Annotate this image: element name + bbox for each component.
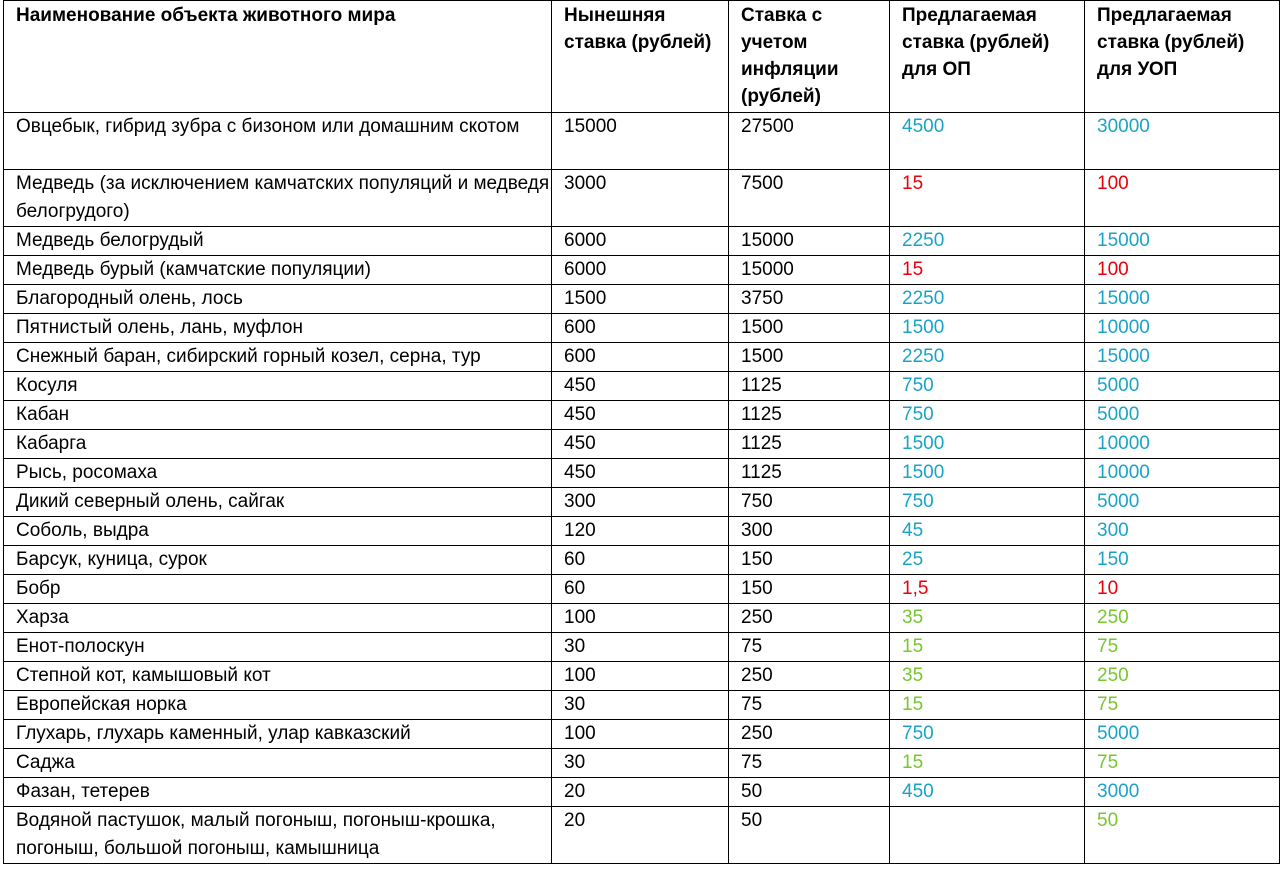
cell-proposed-op: 15: [890, 170, 1085, 227]
cell-current-rate: 30: [552, 749, 729, 778]
table-row: [4, 113, 1280, 170]
cell-object-name: Снежный баран, сибирский горный козел, серна, тур: [4, 343, 552, 372]
cell-current-rate: 600: [552, 343, 729, 372]
cell-object-name: Кабан: [4, 401, 552, 430]
table-row: [4, 546, 1280, 575]
header-proposed-uop: Предлагаемая ставка (рублей) для УОП: [1085, 1, 1280, 113]
cell-proposed-op: 15: [890, 256, 1085, 285]
cell-proposed-op: 2250: [890, 285, 1085, 314]
cell-object-name: Медведь бурый (камчатские популяции): [4, 256, 552, 285]
cell-proposed-op: 15: [890, 749, 1085, 778]
cell-proposed-uop: 150: [1085, 546, 1280, 575]
cell-proposed-uop: 5000: [1085, 488, 1280, 517]
cell-object-name: Енот-полоскун: [4, 633, 552, 662]
table-row: [4, 517, 1280, 546]
cell-inflation-rate: 250: [729, 604, 890, 633]
cell-current-rate: 450: [552, 430, 729, 459]
cell-proposed-op: [890, 807, 1085, 864]
header-current-rate: Нынешняя ставка (рублей): [552, 1, 729, 113]
cell-current-rate: 300: [552, 488, 729, 517]
cell-inflation-rate: 75: [729, 691, 890, 720]
table-row: [4, 720, 1280, 749]
table-row: [4, 749, 1280, 778]
cell-proposed-uop: 5000: [1085, 720, 1280, 749]
cell-current-rate: 6000: [552, 256, 729, 285]
cell-inflation-rate: 1500: [729, 343, 890, 372]
cell-object-name: Бобр: [4, 575, 552, 604]
cell-object-name: Пятнистый олень, лань, муфлон: [4, 314, 552, 343]
cell-current-rate: 1500: [552, 285, 729, 314]
cell-proposed-uop: 75: [1085, 749, 1280, 778]
cell-proposed-op: 35: [890, 662, 1085, 691]
cell-current-rate: 20: [552, 807, 729, 864]
cell-inflation-rate: 1125: [729, 430, 890, 459]
cell-inflation-rate: 75: [729, 749, 890, 778]
cell-proposed-op: 450: [890, 778, 1085, 807]
table-row: [4, 314, 1280, 343]
table-row: [4, 604, 1280, 633]
table-row: [4, 691, 1280, 720]
cell-proposed-uop: 5000: [1085, 372, 1280, 401]
cell-proposed-op: 750: [890, 372, 1085, 401]
cell-inflation-rate: 1125: [729, 372, 890, 401]
cell-proposed-uop: 100: [1085, 170, 1280, 227]
cell-object-name: Овцебык, гибрид зубра с бизоном или домашним скотом: [4, 113, 552, 170]
cell-inflation-rate: 15000: [729, 256, 890, 285]
cell-object-name: Дикий северный олень, сайгак: [4, 488, 552, 517]
cell-proposed-op: 4500: [890, 113, 1085, 170]
cell-object-name: Медведь белогрудый: [4, 227, 552, 256]
rates-table: [3, 0, 1280, 864]
table-row: [4, 575, 1280, 604]
cell-current-rate: 450: [552, 459, 729, 488]
table-row: [4, 430, 1280, 459]
cell-inflation-rate: 50: [729, 778, 890, 807]
cell-proposed-uop: 10000: [1085, 314, 1280, 343]
header-proposed-op: Предлагаемая ставка (рублей) для ОП: [890, 1, 1085, 113]
cell-object-name: Европейская норка: [4, 691, 552, 720]
cell-inflation-rate: 250: [729, 662, 890, 691]
header-inflation-rate: Ставка с учетом инфляции (рублей): [729, 1, 890, 113]
cell-inflation-rate: 1125: [729, 459, 890, 488]
cell-object-name: Соболь, выдра: [4, 517, 552, 546]
cell-current-rate: 60: [552, 575, 729, 604]
cell-inflation-rate: 7500: [729, 170, 890, 227]
table-row: [4, 285, 1280, 314]
cell-current-rate: 120: [552, 517, 729, 546]
cell-proposed-uop: 5000: [1085, 401, 1280, 430]
table-row: [4, 372, 1280, 401]
cell-proposed-op: 35: [890, 604, 1085, 633]
cell-inflation-rate: 50: [729, 807, 890, 864]
cell-inflation-rate: 1500: [729, 314, 890, 343]
cell-object-name: Косуля: [4, 372, 552, 401]
cell-proposed-op: 1,5: [890, 575, 1085, 604]
cell-object-name: Саджа: [4, 749, 552, 778]
cell-object-name: Водяной пастушок, малый погоныш, погоныш-крошка, погоныш, большой погоныш, камышница: [4, 807, 552, 864]
cell-proposed-uop: 250: [1085, 604, 1280, 633]
cell-proposed-op: 750: [890, 720, 1085, 749]
cell-proposed-op: 45: [890, 517, 1085, 546]
table-row: [4, 459, 1280, 488]
cell-inflation-rate: 1125: [729, 401, 890, 430]
cell-current-rate: 100: [552, 604, 729, 633]
cell-proposed-op: 1500: [890, 314, 1085, 343]
cell-inflation-rate: 15000: [729, 227, 890, 256]
cell-proposed-op: 25: [890, 546, 1085, 575]
table-row: [4, 343, 1280, 372]
cell-proposed-uop: 15000: [1085, 227, 1280, 256]
table-row: [4, 256, 1280, 285]
cell-proposed-uop: 15000: [1085, 285, 1280, 314]
cell-object-name: Барсук, куница, сурок: [4, 546, 552, 575]
cell-proposed-op: 2250: [890, 343, 1085, 372]
table-row: [4, 778, 1280, 807]
cell-object-name: Фазан, тетерев: [4, 778, 552, 807]
cell-current-rate: 3000: [552, 170, 729, 227]
table-row: [4, 488, 1280, 517]
cell-proposed-uop: 300: [1085, 517, 1280, 546]
cell-current-rate: 450: [552, 401, 729, 430]
cell-proposed-op: 2250: [890, 227, 1085, 256]
cell-proposed-op: 15: [890, 633, 1085, 662]
table-body: [4, 113, 1280, 864]
cell-proposed-uop: 75: [1085, 633, 1280, 662]
cell-inflation-rate: 150: [729, 546, 890, 575]
cell-inflation-rate: 27500: [729, 113, 890, 170]
cell-object-name: Глухарь, глухарь каменный, улар кавказский: [4, 720, 552, 749]
cell-inflation-rate: 750: [729, 488, 890, 517]
cell-proposed-uop: 10000: [1085, 430, 1280, 459]
cell-proposed-uop: 75: [1085, 691, 1280, 720]
cell-current-rate: 15000: [552, 113, 729, 170]
cell-proposed-uop: 15000: [1085, 343, 1280, 372]
cell-current-rate: 30: [552, 691, 729, 720]
cell-current-rate: 60: [552, 546, 729, 575]
cell-object-name: Степной кот, камышовый кот: [4, 662, 552, 691]
table-row: [4, 227, 1280, 256]
cell-current-rate: 20: [552, 778, 729, 807]
cell-inflation-rate: 300: [729, 517, 890, 546]
cell-object-name: Харза: [4, 604, 552, 633]
cell-current-rate: 100: [552, 720, 729, 749]
cell-current-rate: 6000: [552, 227, 729, 256]
table-row: [4, 170, 1280, 227]
cell-proposed-uop: 10: [1085, 575, 1280, 604]
cell-inflation-rate: 3750: [729, 285, 890, 314]
cell-inflation-rate: 75: [729, 633, 890, 662]
cell-current-rate: 600: [552, 314, 729, 343]
cell-proposed-op: 1500: [890, 459, 1085, 488]
table-header-row: [4, 1, 1280, 113]
cell-proposed-op: 750: [890, 401, 1085, 430]
cell-proposed-op: 1500: [890, 430, 1085, 459]
cell-proposed-uop: 10000: [1085, 459, 1280, 488]
cell-current-rate: 30: [552, 633, 729, 662]
cell-object-name: Медведь (за исключением камчатских популяций и медведя белогрудого): [4, 170, 552, 227]
cell-object-name: Кабарга: [4, 430, 552, 459]
table-row: [4, 401, 1280, 430]
cell-object-name: Благородный олень, лось: [4, 285, 552, 314]
cell-inflation-rate: 150: [729, 575, 890, 604]
header-object-name: Наименование объекта животного мира: [4, 1, 552, 113]
cell-current-rate: 450: [552, 372, 729, 401]
cell-proposed-op: 750: [890, 488, 1085, 517]
cell-proposed-uop: 250: [1085, 662, 1280, 691]
cell-proposed-uop: 100: [1085, 256, 1280, 285]
cell-current-rate: 100: [552, 662, 729, 691]
table-row: [4, 807, 1280, 864]
cell-proposed-uop: 30000: [1085, 113, 1280, 170]
cell-object-name: Рысь, росомаха: [4, 459, 552, 488]
cell-proposed-op: 15: [890, 691, 1085, 720]
cell-inflation-rate: 250: [729, 720, 890, 749]
cell-proposed-uop: 3000: [1085, 778, 1280, 807]
cell-proposed-uop: 50: [1085, 807, 1280, 864]
table-row: [4, 662, 1280, 691]
table-row: [4, 633, 1280, 662]
